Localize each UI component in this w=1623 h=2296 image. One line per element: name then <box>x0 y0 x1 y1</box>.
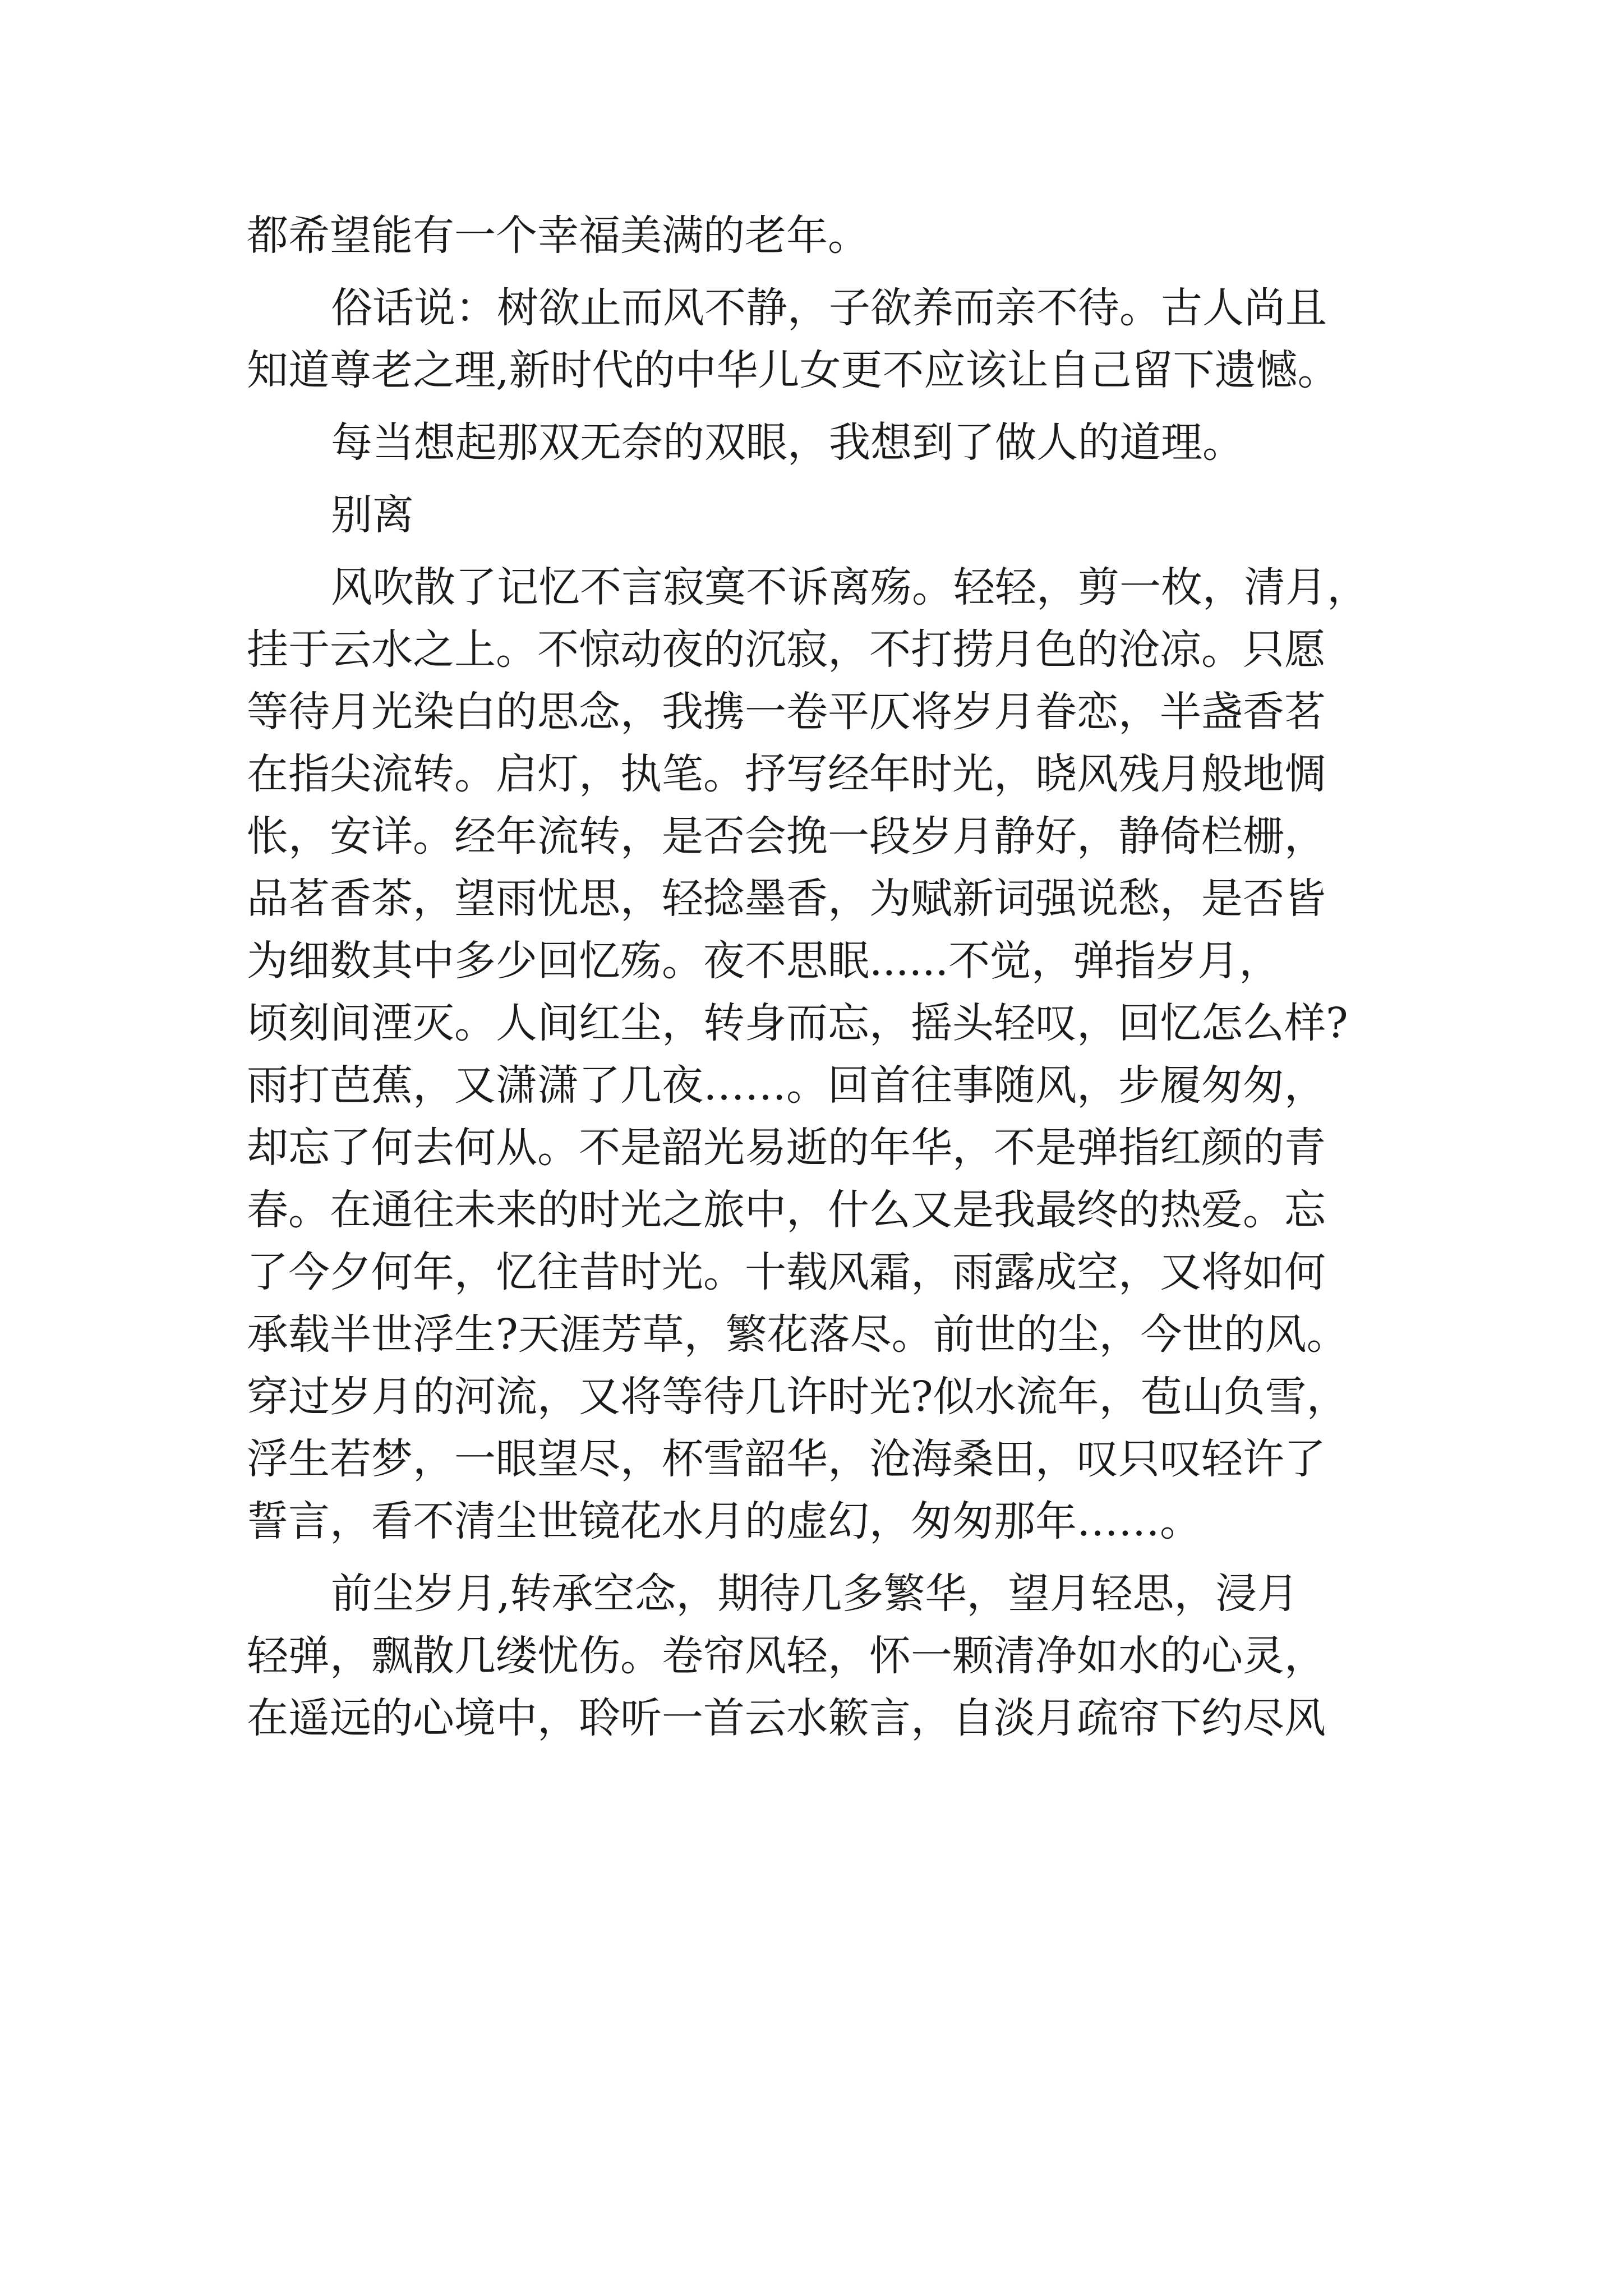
text-line: 知道尊老之理,新时代的中华儿女更不应该让自己留下遗憾。 <box>247 346 1339 394</box>
text-line: 每当想起那双无奈的双眼，我想到了做人的道理。 <box>331 418 1244 467</box>
text-line: 都希望能有一个幸福美满的老年。 <box>247 211 869 260</box>
text-line: 风吹散了记忆不言寂寞不诉离殇。轻轻，剪一枚，清月， <box>331 563 1368 611</box>
text-line: 顷刻间湮灭。人间红尘，转身而忘，摇头轻叹，回忆怎么样? <box>247 999 1348 1047</box>
text-line: 春。在通往未来的时光之旅中，什么又是我最终的热爱。忘 <box>247 1186 1326 1234</box>
document-body <box>247 205 1424 1750</box>
text-line: 承载半世浮生?天涯芳草，繁花落尽。前世的尘，今世的风。 <box>247 1310 1348 1359</box>
paragraph <box>247 1563 1424 1750</box>
text-line: 俗话说：树欲止而风不静，子欲养而亲不待。古人尚且 <box>331 284 1327 332</box>
paragraph <box>247 412 1424 474</box>
text-line: 为细数其中多少回忆殇。夜不思眠......不觉，弹指岁月， <box>247 937 1281 985</box>
text-line: 挂于云水之上。不惊动夜的沉寂，不打捞月色的沧凉。只愿 <box>247 625 1326 674</box>
text-line: 别离 <box>331 491 414 539</box>
text-line: 却忘了何去何从。不是韶光易逝的年华，不是弹指红颜的青 <box>247 1124 1326 1172</box>
text-line: 雨打芭蕉，又潇潇了几夜……。回首往事随风，步履匆匆， <box>247 1061 1326 1110</box>
paragraph <box>247 556 1424 1553</box>
section-heading <box>247 484 1424 546</box>
text-line: 怅，安详。经年流转，是否会挽一段岁月静好，静倚栏栅， <box>247 812 1326 861</box>
text-line: 穿过岁月的河流，又将等待几许时光?似水流年，苞山负雪， <box>247 1373 1348 1421</box>
text-line: 誓言，看不清尘世镜花水月的虚幻，匆匆那年……。 <box>247 1497 1201 1545</box>
text-line: 前尘岁月,转承空念，期待几多繁华，望月轻思，浸月 <box>331 1570 1299 1618</box>
paragraph <box>247 277 1424 402</box>
text-line: 浮生若梦，一眼望尽，杯雪韶华，沧海桑田，叹只叹轻许了 <box>247 1435 1326 1483</box>
text-line: 品茗香茶，望雨忧思，轻捻墨香，为赋新词强说愁，是否皆 <box>247 875 1326 923</box>
paragraph <box>247 205 1424 267</box>
text-line: 在指尖流转。启灯，执笔。抒写经年时光，晓风残月般地惆 <box>247 750 1326 798</box>
text-line: 了今夕何年，忆往昔时光。十载风霜，雨露成空，又将如何 <box>247 1248 1326 1296</box>
text-line: 轻弹，飘散几缕忧伤。卷帘风轻，怀一颗清净如水的心灵， <box>247 1632 1326 1680</box>
text-line: 在遥远的心境中，聆听一首云水簌言，自淡月疏帘下约尽风 <box>247 1694 1326 1742</box>
text-line: 等待月光染白的思念，我携一卷平仄将岁月眷恋，半盏香茗 <box>247 688 1326 736</box>
